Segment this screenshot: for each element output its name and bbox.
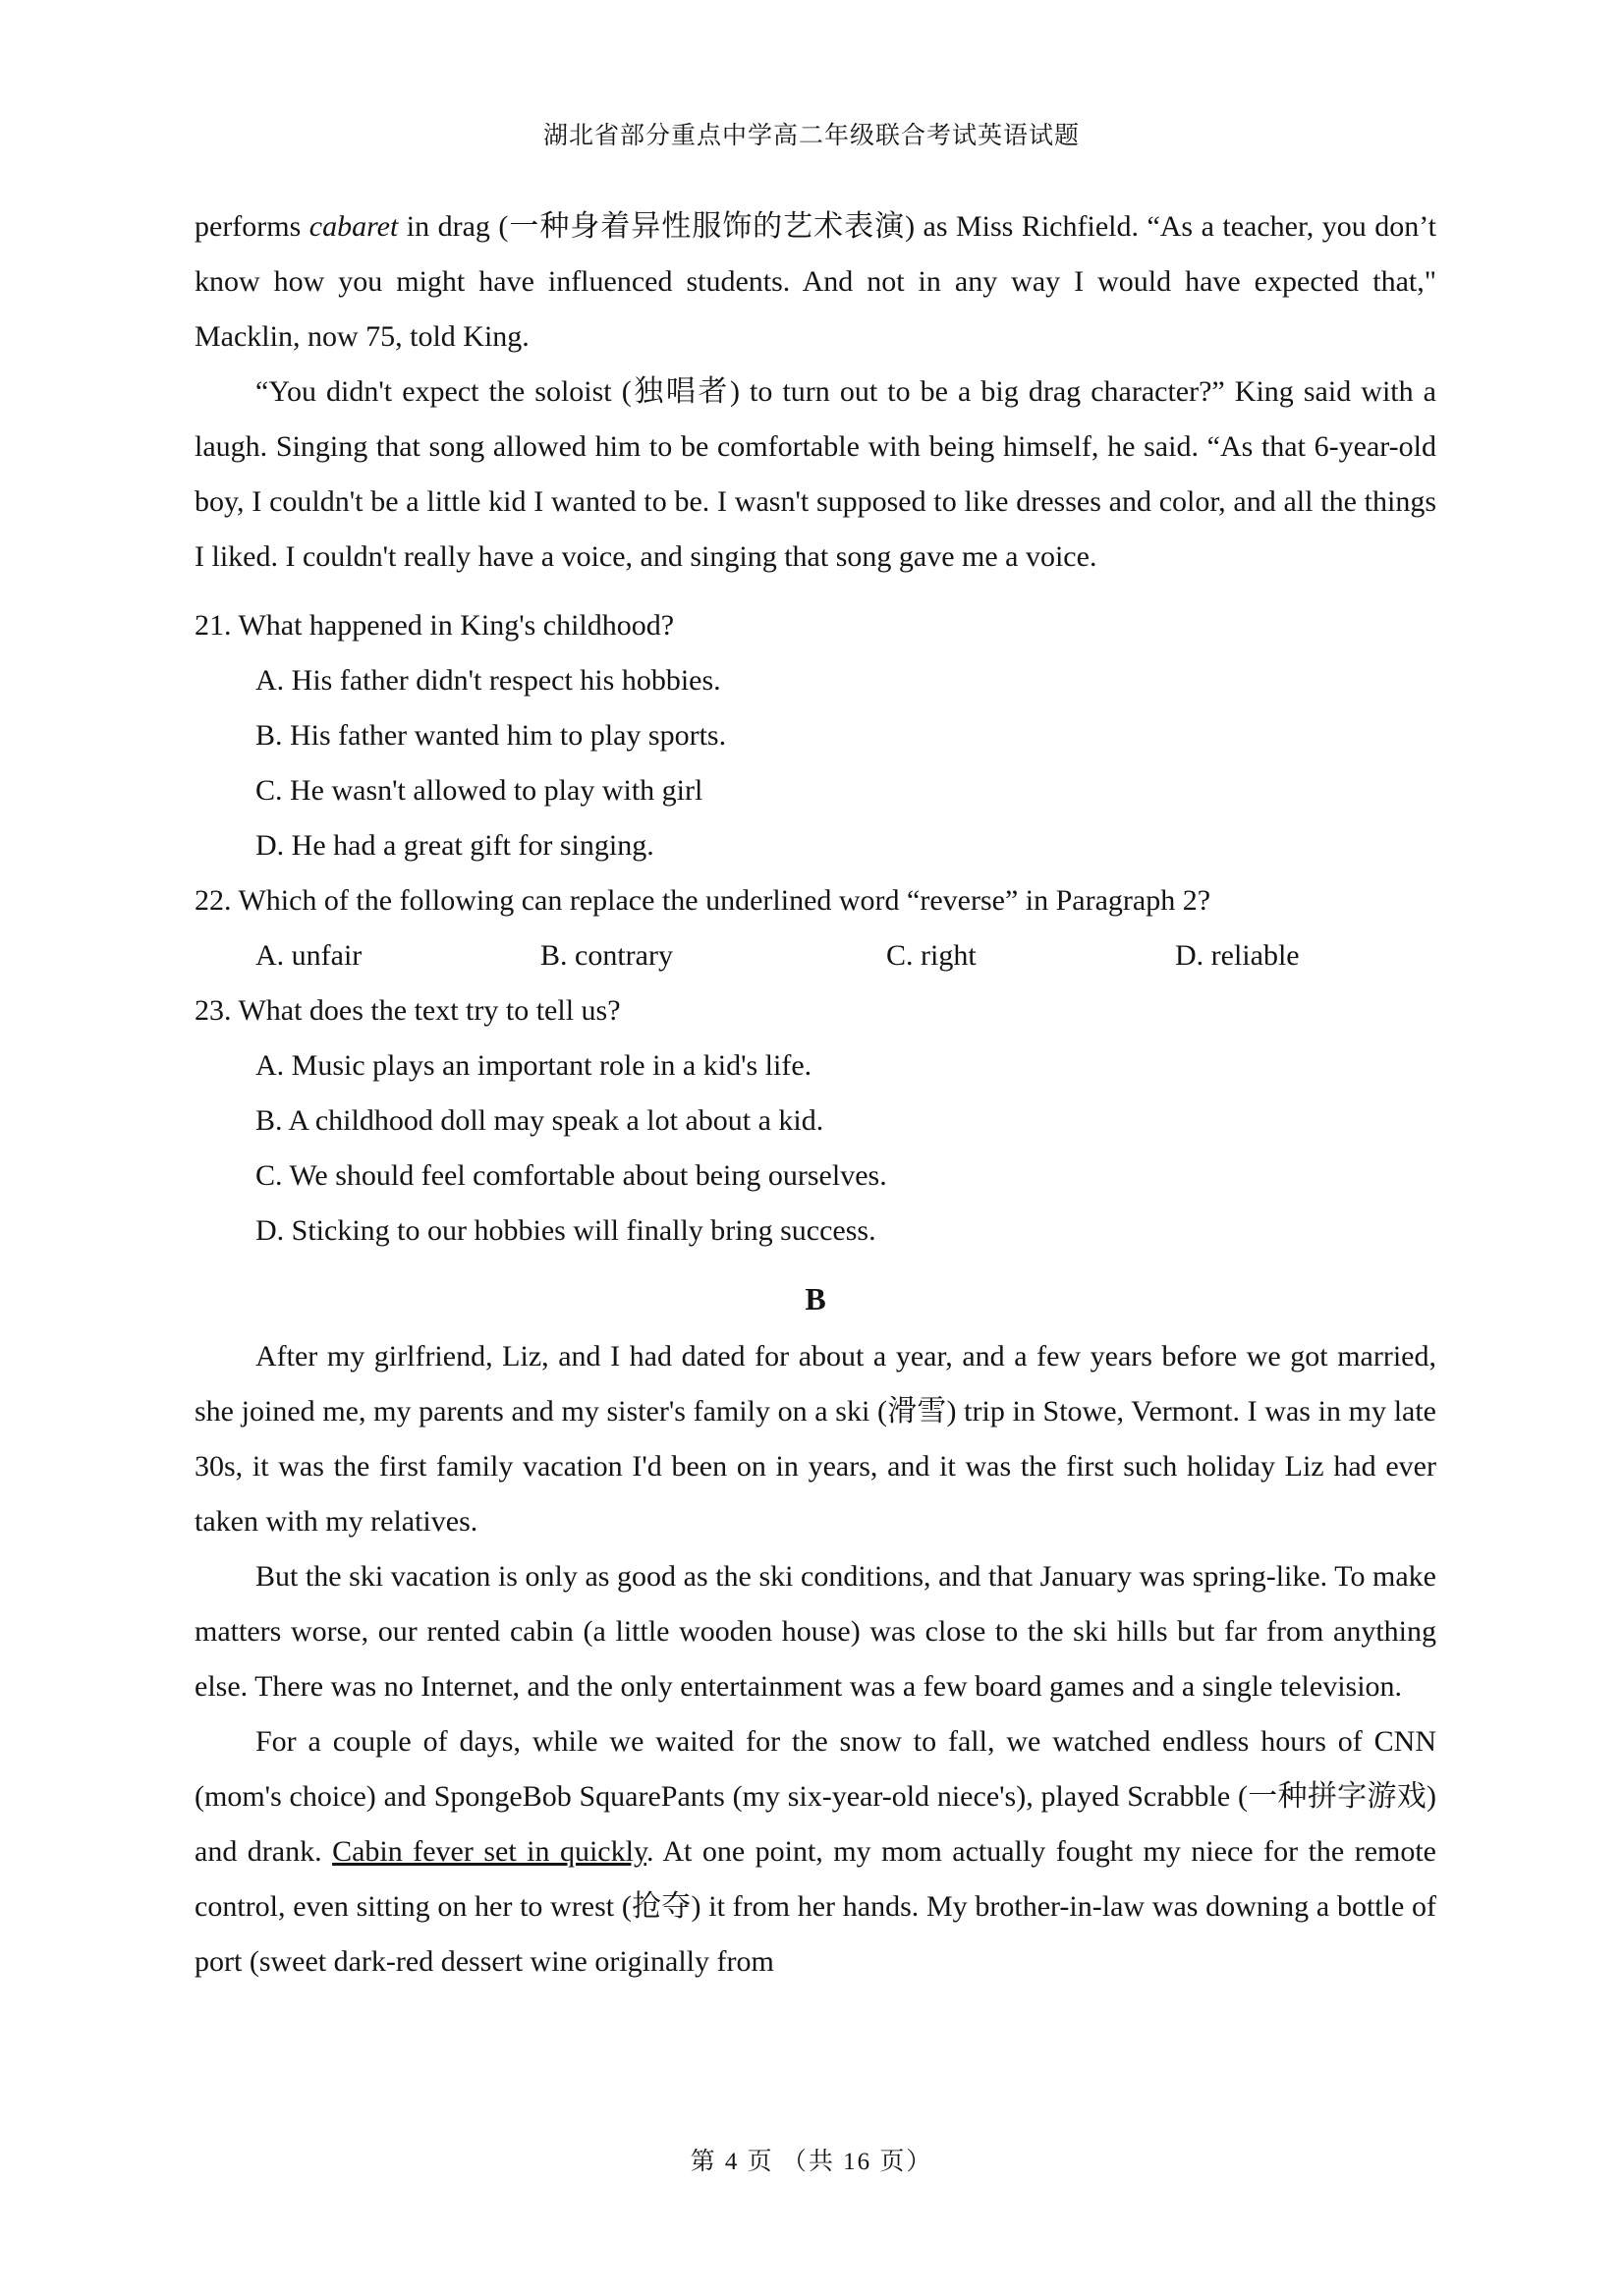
question-22-option-d: D. reliable (1175, 939, 1300, 972)
section-title-b: B (805, 1281, 826, 1316)
page-content (195, 199, 1436, 1989)
page-header: 湖北省部分重点中学高二年级联合考试英语试题 (542, 123, 1080, 149)
question-23-stem: 23. What does the text try to tell us? (195, 994, 621, 1027)
passage-b-paragraph-2: But the ski vacation is only as good as the ski conditions, and that January was spring-like. To make matters worse, our rented cabin (a little wooden house) was close to the ski hills but far from anything else. There was no Internet, and the only entertainment was a few board games and a single television. (195, 1560, 1436, 1703)
page-footer: 第 4 页 （共 16 页） (690, 2149, 933, 2175)
text-segment: . At one point, my mom actually fought my niece for the remote control, even sitting on her to wrest (抢夺) it from her hands. My brother-in-law was downing a bottle of port (sweet dark-red dessert wine originally from (195, 1835, 1436, 1978)
question-23-option-d: D. Sticking to our hobbies will finally bring success. (255, 1214, 876, 1247)
question-21-option-b: B. His father wanted him to play sports. (255, 719, 727, 752)
question-22-options (195, 928, 1436, 983)
passage-a-paragraph-2: “You didn't expect the soloist (独唱者) to turn out to be a big drag character?” King said with a laugh. Singing that song allowed him to be comfortable with being himself, he said. “As that 6-year-old boy, I couldn't be a little kid I wanted to be. I wasn't supposed to like dresses and color, and all the things I liked. I couldn't really have a voice, and singing that song gave me a voice. (195, 375, 1436, 573)
question-22-option-b: B. contrary (540, 939, 673, 972)
question-21-option-c: C. He wasn't allowed to play with girl (255, 774, 703, 807)
text-segment: performs (195, 210, 309, 243)
question-22-option-c: C. right (886, 939, 977, 972)
question-22-option-a: A. unfair (255, 939, 363, 972)
question-23-option-c: C. We should feel comfortable about being ourselves. (255, 1159, 887, 1192)
question-23-option-a: A. Music plays an important role in a kid's life. (255, 1049, 812, 1082)
question-21-option-a: A. His father didn't respect his hobbies. (255, 664, 721, 697)
passage-b-paragraph-1: After my girlfriend, Liz, and I had dated for about a year, and a few years before we got married, she joined me, my parents and my sister's family on a ski (滑雪) trip in Stowe, Vermont. I was in my late 30s, it was the first family vacation I'd been on in years, and it was the first such holiday Liz had ever taken with my relatives. (195, 1340, 1436, 1538)
text-segment: For a couple of days, while we waited for the snow to fall, we watched endless hours of CNN (mom's choice) and SpongeBob SquarePants (my six-year-old niece's), played Scrabble (一种拼字游戏) and drank. (195, 1725, 1436, 1868)
question-21-stem: 21. What happened in King's childhood? (195, 609, 675, 642)
question-22-stem: 22. Which of the following can replace the underlined word “reverse” in Paragraph 2? (195, 884, 1211, 917)
italic-term: cabaret (308, 210, 399, 243)
question-23-option-b: B. A childhood doll may speak a lot about a kid. (255, 1104, 824, 1137)
question-21-option-d: D. He had a great gift for singing. (255, 829, 654, 862)
text-segment: in drag (一种身着异性服饰的艺术表演) as Miss Richfield. “As a teacher, you don’t know how you might have influenced students. And not in any way I would have expected that," Macklin, now 75, told King. (195, 210, 1437, 353)
passage-a-paragraph-1 (195, 199, 1436, 364)
underlined-phrase: Cabin fever set in quickly (332, 1835, 647, 1868)
passage-b-paragraph-3 (195, 1714, 1436, 1989)
